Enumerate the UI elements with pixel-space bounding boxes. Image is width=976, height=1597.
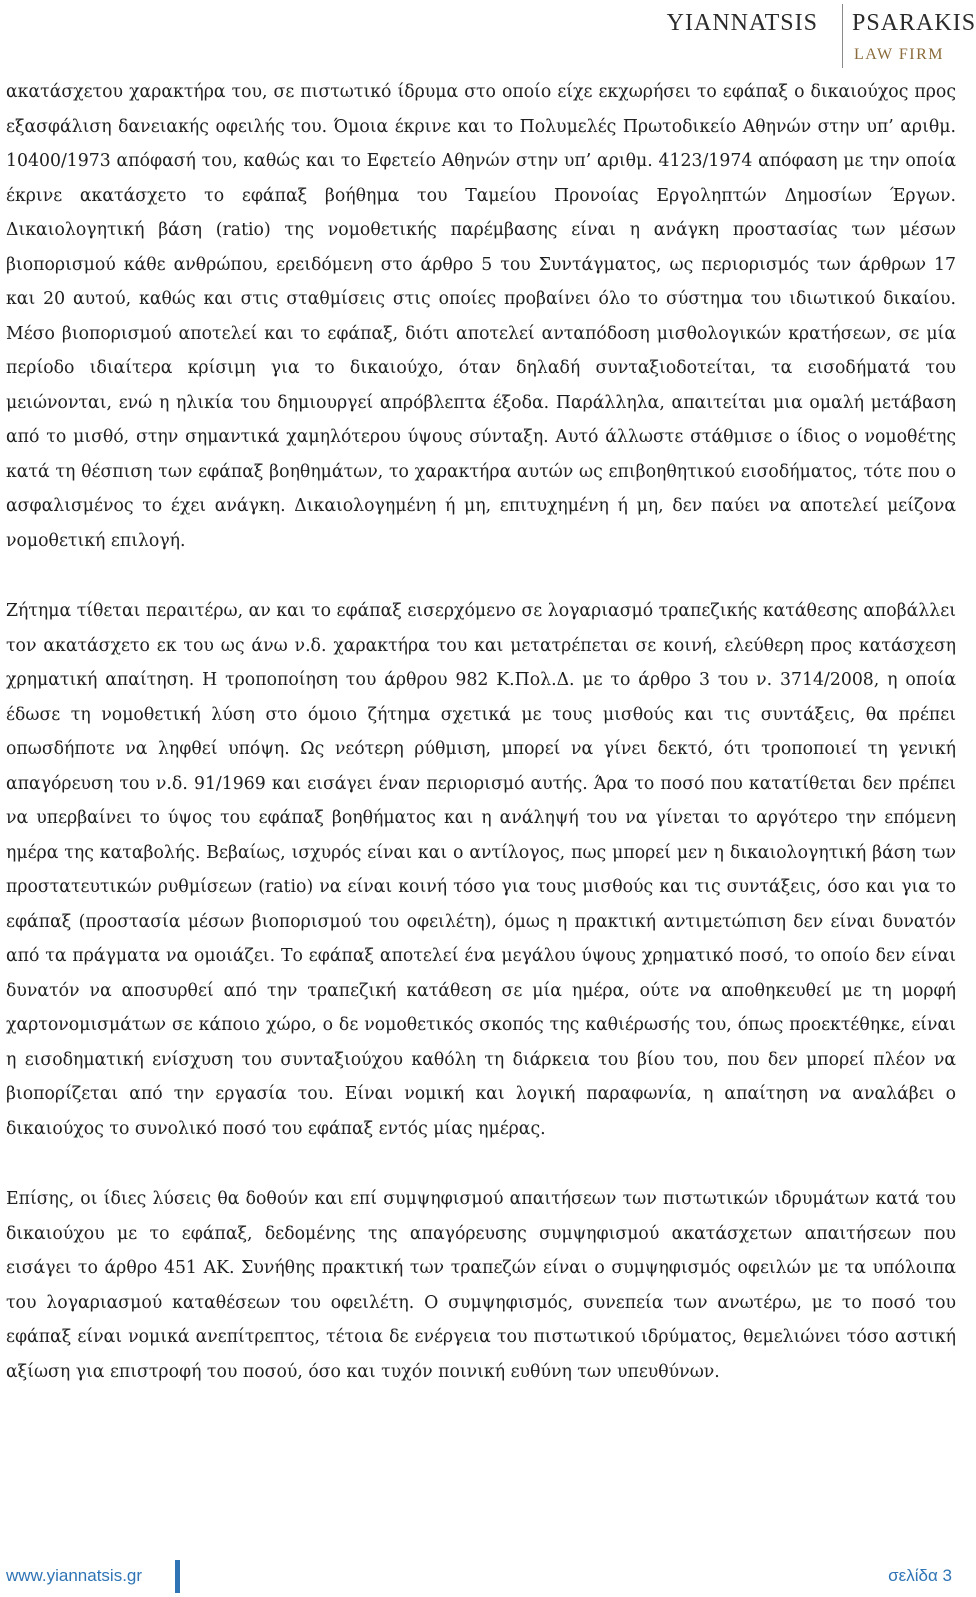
page-number: σελίδα 3 bbox=[888, 1566, 952, 1585]
document-body bbox=[6, 75, 956, 1389]
paragraph: Ζήτημα τίθεται περαιτέρω, αν και το εφάπαξ εισερχόμενο σε λογαριασμό τραπεζικής κατάθεσης αποβάλλει τον ακατάσχετο εκ του ως άνω ν.δ. χαρακτήρα του και μετατρέπεται σε κοινή, ελεύθερη προς κατάσχεση χρηματική απαίτηση. Η τροποποίηση του άρθρου 982 Κ.Πολ.Δ. με το άρθρο 3 του ν. 3714/2008, η οποία έδωσε τη νομοθετική λύση στο όμοιο ζήτημα σχετικά με τους μισθούς και τις συντάξεις, θα πρέπει οπωσδήποτε να ληφθεί υπόψη. Ως νεότερη ρύθμιση, μπορεί να γίνει δεκτό, ότι τροποποιεί τη γενική απαγόρευση του ν.δ. 91/1969 και εισάγει έναν περιορισμό αυτής. Άρα το ποσό που κατατίθεται δεν πρέπει να υπερβαίνει το ύψος του εφάπαξ βοηθήματος και η ανάληψή του να γίνεται το αργότερο την επόμενη ημέρα της καταβολής. Βεβαίως, ισχυρός είναι και ο αντίλογος, πως μπορεί μεν η δικαιολογητική βάση των προστατευτικών ρυθμίσεων (ratio) να είναι κοινή τόσο για τους μισθούς και τις συντάξεις, όσο και για το εφάπαξ (προστασία μέσων βιοπορισμού του οφειλέτη), όμως η πρακτική αντιμετώπιση δεν είναι δυνατόν από τα πράγματα να ομοιάζει. Το εφάπαξ αποτελεί ένα μεγάλου ύψους χρηματικό ποσό, το οποίο δεν είναι δυνατόν να αποσυρθεί από την τραπεζική κατάθεση σε μία ημέρα, ούτε να αποθηκευθεί με τη μορφή χαρτονομισμάτων σε κάποιο χώρο, ο δε νομοθετικός σκοπός της καθιέρωσής του, όπως προεκτέθηκε, είναι η εισοδηματική ενίσχυση του συνταξιούχου καθόλη τη διάρκεια του βίου του, που δεν μπορεί πλέον να βιοπορίζεται από την εργασία του. Είναι νομική και λογική παραφωνία, η απαίτηση να αναλάβει ο δικαιούχος το συνολικό ποσό του εφάπαξ εντός μίας ημέρας. bbox=[6, 601, 956, 1139]
paragraph: Επίσης, οι ίδιες λύσεις θα δοθούν και επί συμψηφισμού απαιτήσεων των πιστωτικών ιδρυμάτων κατά του δικαιούχου με το εφάπαξ, δεδομένης της απαγόρευσης συμψηφισμού ακατάσχετων απαιτήσεων που εισάγει το άρθρο 451 ΑΚ. Συνήθης πρακτική των τραπεζών είναι ο συμψηφισμός οφειλών με τα υπόλοιπα του λογαριασμού καταθέσεων του οφειλέτη. Ο συμψηφισμός, συνεπεία των ανωτέρω, με το ποσό του εφάπαξ είναι νομικά ανεπίτρεπτος, τέτοια δε ενέργεια του πιστωτικού ιδρύματος, θεμελιώνει τόσο αστική αξίωση για επιστροφή του ποσού, όσο και τυχόν ποινική ευθύνη των υπευθύνων. bbox=[6, 1189, 956, 1382]
page-header bbox=[0, 0, 976, 72]
logo-subtitle: LAW FIRM bbox=[854, 46, 944, 63]
logo-name-left: YIANNATSIS bbox=[666, 10, 818, 36]
page-footer bbox=[0, 1560, 960, 1590]
logo-divider bbox=[842, 4, 843, 68]
logo-name-right: PSARAKIS bbox=[852, 10, 976, 36]
website-link[interactable]: www.yiannatsis.gr bbox=[6, 1566, 143, 1585]
footer-divider bbox=[175, 1560, 180, 1593]
paragraph: ακατάσχετου χαρακτήρα του, σε πιστωτικό ίδρυμα στο οποίο είχε εκχωρήσει το εφάπαξ ο δικαιούχος προς εξασφάλιση δανειακής οφειλής του. Όμοια έκρινε και το Πολυμελές Πρωτοδικείο Αθηνών στην υπ’ αριθμ. 10400/1973 απόφασή του, καθώς και το Εφετείο Αθηνών στην υπ’ αριθμ. 4123/1974 απόφαση με την οποία έκρινε ακατάσχετο το εφάπαξ βοήθημα του Ταμείου Προνοίας Εργοληπτών Δημοσίων Έργων. Δικαιολογητική βάση (ratio) της νομοθετικής παρέμβασης είναι η ανάγκη προστασίας των μέσων βιοπορισμού κάθε ανθρώπου, ερειδόμενη στο άρθρο 5 του Συντάγματος, ως περιορισμός των άρθρων 17 και 20 αυτού, καθώς και στις σταθμίσεις στις οποίες προβαίνει όλο το σύστημα του ιδιωτικού δικαίου. Μέσο βιοπορισμού αποτελεί και το εφάπαξ, διότι αποτελεί ανταπόδοση μισθολογικών κρατήσεων, σε μία περίοδο ιδιαίτερα κρίσιμη για το δικαιούχο, όταν δηλαδή συνταξιοδοτείται, τα εισοδήματά του μειώνονται, ενώ η ηλικία του δημιουργεί απρόβλεπτα έξοδα. Παράλληλα, απαιτείται μια ομαλή μετάβαση από το μισθό, στην σημαντικά χαμηλότερου ύψους σύνταξη. Αυτό άλλωστε στάθμισε ο ίδιος ο νομοθέτης κατά τη θέσπιση των εφάπαξ βοηθημάτων, το χαρακτήρα αυτών ως επιβοηθητικού εισοδήματος, τότε που ο ασφαλισμένος το έχει ανάγκη. Δικαιολογημένη ή μη, επιτυχημένη ή μη, δεν παύει να αποτελεί μείζονα νομοθετική επιλογή. bbox=[6, 82, 956, 551]
